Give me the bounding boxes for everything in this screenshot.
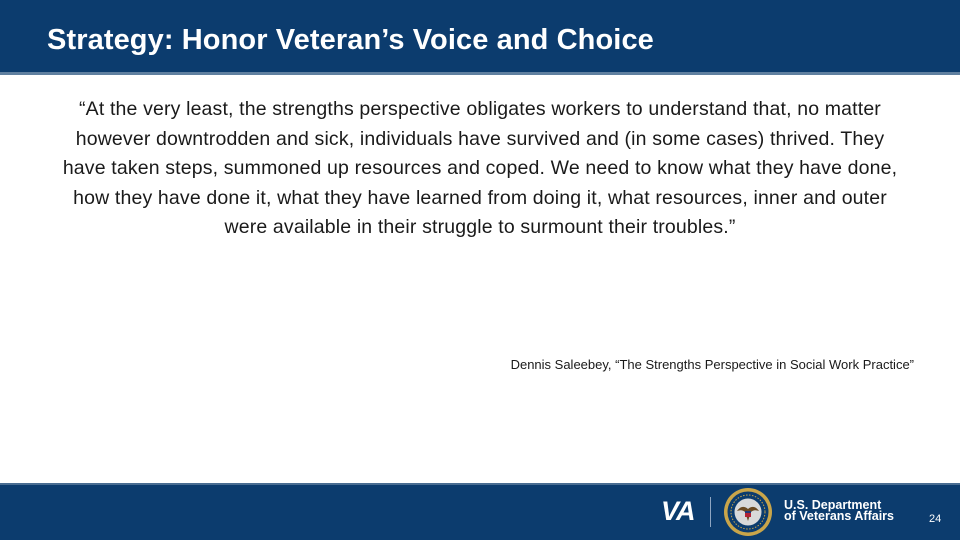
footer-divider <box>0 483 960 485</box>
slide-title: Strategy: Honor Veteran’s Voice and Choice <box>47 24 654 56</box>
slide-header <box>0 0 960 75</box>
department-line-1: U.S. Department <box>784 498 882 512</box>
logo-divider <box>710 497 711 527</box>
department-line-2: of Veterans Affairs <box>784 509 894 523</box>
quote-citation: Dennis Saleebey, “The Strengths Perspective in Social Work Practice” <box>510 357 914 372</box>
va-seal-icon <box>723 487 773 537</box>
va-logo: VA <box>661 496 695 526</box>
quote-text: “At the very least, the strengths perspective obligates workers to understand that, no matter however downtrodden and sick, individuals have survived and (in some cases) thrived. They have taken steps, summoned up resources and coped. We need to know what they have done, how they have done it, what they have learned from doing it, what resources, inner and outer were available in their struggle to surmount their troubles.” <box>62 98 898 238</box>
header-divider <box>0 72 960 75</box>
page-number: 24 <box>929 513 942 525</box>
department-name <box>784 500 894 522</box>
slide-footer <box>0 483 960 540</box>
